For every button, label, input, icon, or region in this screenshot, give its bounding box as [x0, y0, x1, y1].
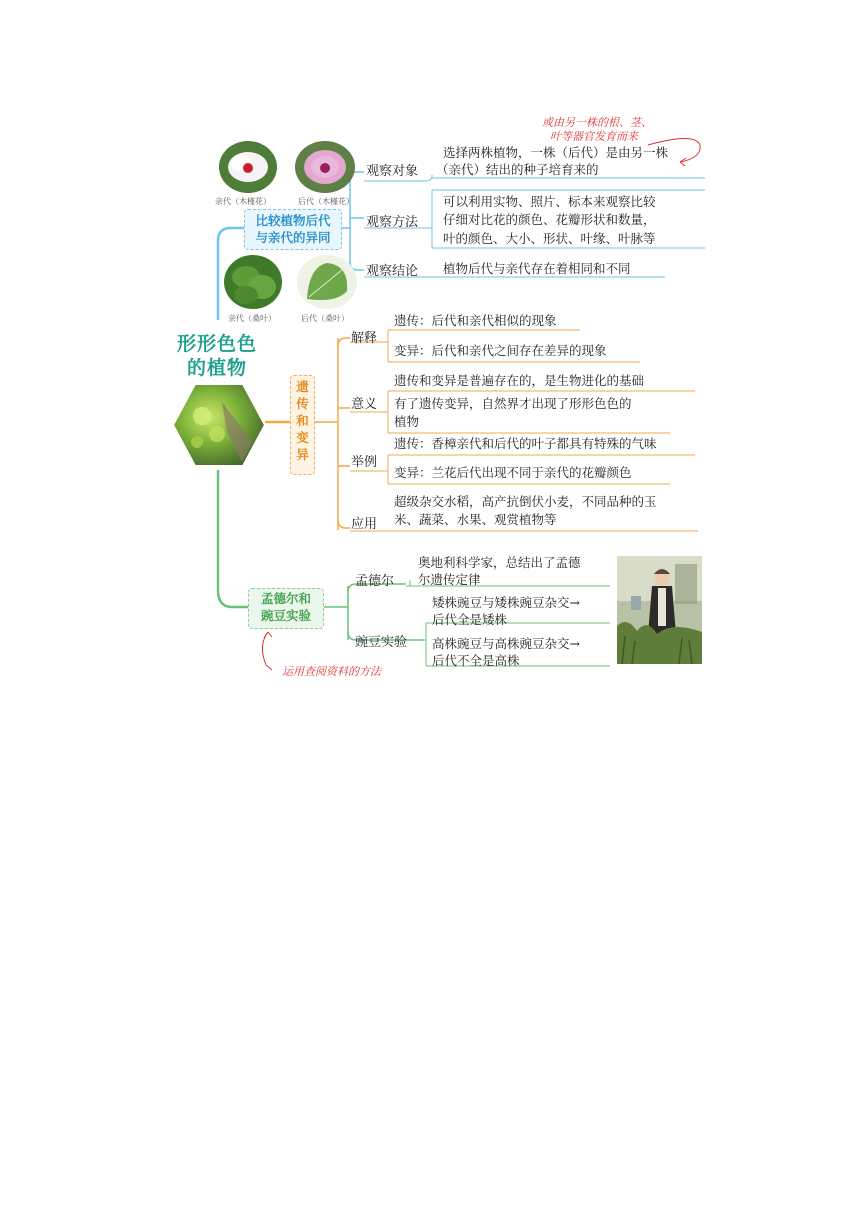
note-research-method: 运用查阅资料的方法 [282, 665, 381, 678]
text-pea-short-2: 后代全是矮株 [432, 612, 508, 627]
caption-parent-mulberry: 亲代（桑叶） [228, 314, 276, 323]
text-observe-method-2: 仔细对比花的颜色、花瓣形状和数量， [443, 212, 656, 227]
mulberry-leaf-icon [297, 255, 357, 309]
text-variation-definition: 变异：后代和亲代之间存在差异的现象 [394, 343, 607, 358]
mind-map-panel [170, 110, 705, 678]
offspring-mulberry-photo [297, 255, 357, 309]
text-pea-tall-1: 高株豌豆与高株豌豆杂交→ [432, 636, 580, 651]
label-mendel: 孟德尔 [355, 574, 395, 589]
label-observe-method: 观察方法 [366, 215, 419, 230]
text-observe-object-2: （亲代）结出的种子培育来的 [436, 162, 599, 177]
caption-offspring-mulberry: 后代（桑叶） [301, 314, 349, 323]
branch1-title-line1: 比较植物后代 [255, 213, 331, 228]
center-title-line2: 的植物 [186, 357, 247, 379]
text-observe-method-3: 叶的颜色、大小、形状、叶缘、叶脉等 [443, 231, 656, 246]
text-observe-object-1: 选择两株植物，一株（后代）是由另一株 [443, 145, 669, 160]
text-significance-1: 遗传和变异是普遍存在的，是生物进化的基础 [394, 373, 645, 388]
branch3-title-line1: 孟德尔和 [260, 591, 311, 606]
text-pea-short-1: 矮株豌豆与矮株豌豆杂交→ [432, 595, 580, 610]
caption-parent-hibiscus: 亲代（木槿花） [215, 197, 271, 206]
note-alternative-origin-1: 或由另一株的根、茎、 [542, 116, 652, 129]
caption-offspring-hibiscus: 后代（木槿花） [298, 197, 354, 206]
branch2-title-char: 传 [296, 396, 309, 411]
text-mendel-1: 奥地利科学家，总结出了孟德 [418, 555, 581, 570]
text-application-2: 米、蔬菜、水果、观赏植物等 [394, 512, 557, 527]
branch2-title-box [290, 375, 315, 475]
text-mendel-2: 尔遗传定律 [418, 572, 481, 587]
text-observe-conclusion: 植物后代与亲代存在着相同和不同 [443, 261, 631, 276]
mulberry-leaf-icon [224, 255, 282, 309]
center-title-line1: 形形色色 [176, 333, 257, 355]
label-observe-object: 观察对象 [366, 164, 419, 179]
branch1-title-box [244, 209, 342, 250]
branch2-title-char: 变 [296, 430, 309, 445]
label-pea-experiment: 豌豆实验 [355, 635, 408, 650]
moss-hexagon-image [172, 382, 266, 468]
mendel-garden-illustration [617, 556, 702, 664]
branch3-title-box [248, 588, 324, 629]
label-application: 应用 [351, 517, 378, 532]
text-significance-2: 有了遗传变异，自然界才出现了形形色色的 [394, 396, 632, 411]
branch3-title-line2: 豌豆实验 [260, 608, 311, 623]
text-observe-method-1: 可以利用实物、照片、标本来观察比较 [443, 194, 656, 209]
parent-mulberry-photo [224, 255, 282, 309]
note-alternative-origin-2: 叶等器官发育而来 [550, 130, 638, 143]
branch2-title-char: 异 [296, 447, 309, 462]
center-title [172, 332, 262, 380]
text-pea-tall-2: 后代不全是高株 [432, 653, 520, 668]
hibiscus-flower-icon [219, 141, 277, 193]
label-observe-conclusion: 观察结论 [366, 264, 419, 279]
branch1-title-line2: 与亲代的异同 [255, 230, 331, 245]
branch2-title-char: 遗 [296, 379, 309, 394]
text-heredity-definition: 遗传：后代和亲代相似的现象 [394, 313, 557, 328]
text-application-1: 超级杂交水稻，高产抗倒伏小麦，不同品种的玉 [394, 494, 657, 509]
label-significance: 意义 [351, 397, 378, 412]
text-example-heredity: 遗传：香樟亲代和后代的叶子都具有特殊的气味 [394, 436, 657, 451]
hibiscus-flower-icon [295, 141, 355, 193]
branch2-title-char: 和 [296, 413, 309, 428]
text-example-variation: 变异：兰花后代出现不同于亲代的花瓣颜色 [394, 465, 632, 480]
text-significance-3: 植物 [394, 414, 420, 429]
label-explanation: 解释 [351, 331, 378, 346]
label-examples: 举例 [351, 455, 378, 470]
offspring-hibiscus-photo [295, 141, 355, 193]
parent-hibiscus-photo [219, 141, 277, 193]
